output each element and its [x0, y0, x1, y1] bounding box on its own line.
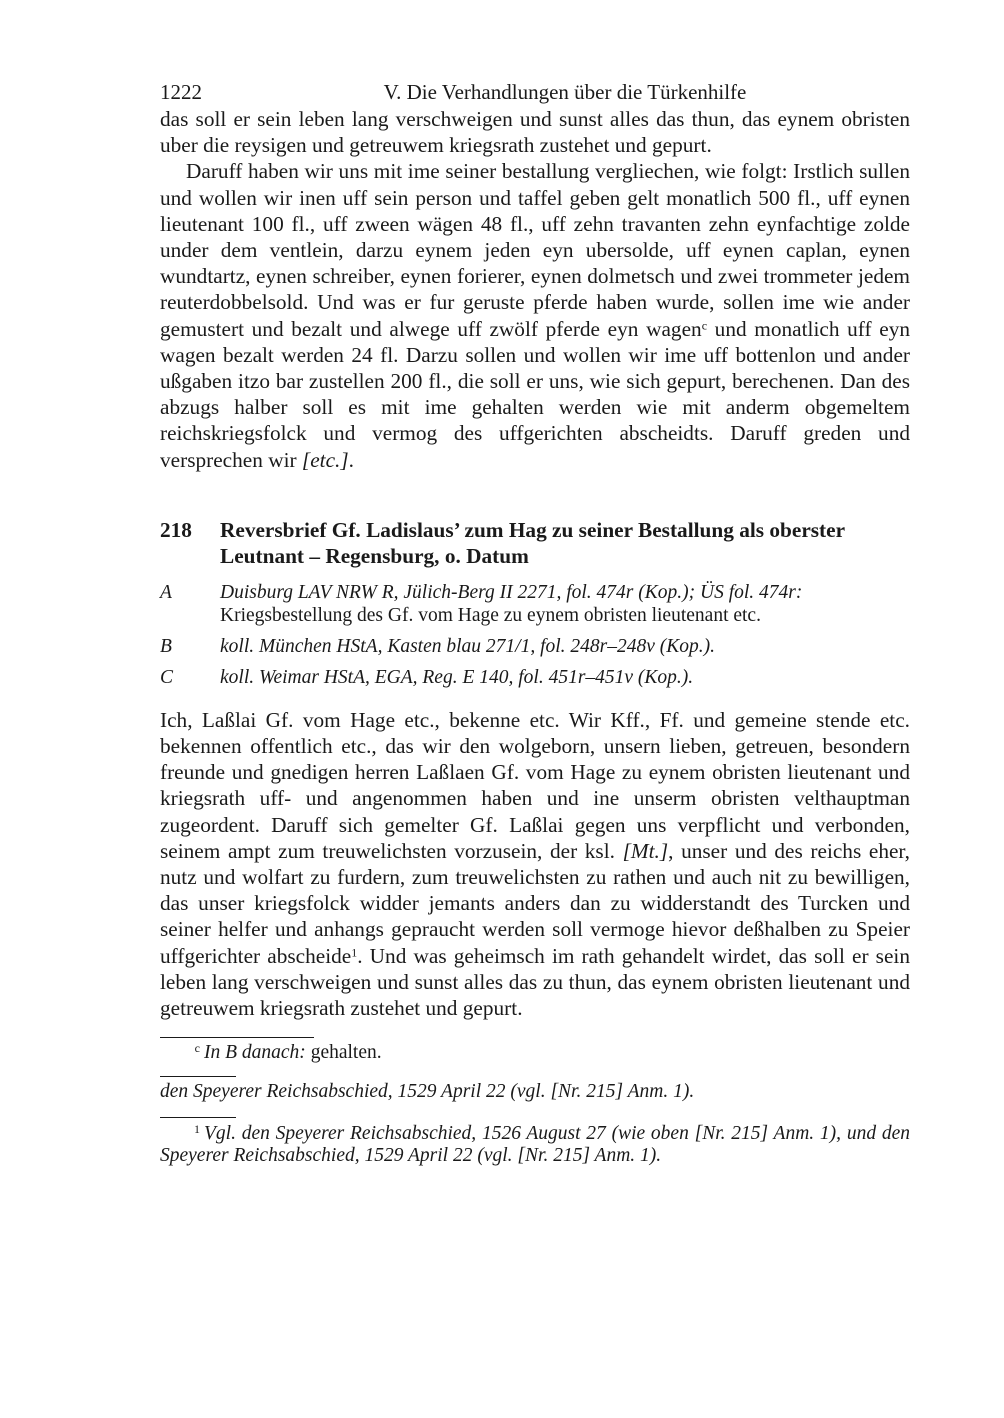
footnote-divider	[160, 1037, 314, 1038]
continued-text	[160, 106, 910, 473]
footnote-divider	[160, 1076, 236, 1077]
footnote-divider	[160, 1117, 236, 1118]
etc-editorial: [etc.]	[301, 447, 349, 472]
paragraph-2: Daruff haben wir uns mit ime seiner bestallung vergliechen, wie folgt: Irstlich sullen und wollen wir inen uff sein person und taffel geben gelt monatlich 500 fl., uff eynen lieutenant 100 fl., uff zween wägen 48 fl., uff zehn travanten zehn eynfachtige zolde under dem ventlein, darzu eynem jeden eyn ubersolde, uff eynen caplan, eynen wundtartz, eynen schreiber, eynen forierer, eynen dolmetsch und zwei trommeter jedem reuterdobbelsold. Und was er fur geruste pferde haben wurde, sollen ime wie ander gemustert und bezalt und alwege uff zwölf pferde eyn wagen$^c$ und monatlich uff eyn wagen bezalt werden 24 fl. Darzu sollen und wollen wir ime uff bottenlon und ander ußgaben itzo bar zustellen 200 fl., die soll er uns, wie sich gepurt, berechenen. Dan des abzugs halber soll es mit ime gehalten werden wie mit anderm obgemeltem reichskriegsfolck und vermog des uffgerichten abscheidts. Daruff greden und versprechen wir [etc.].	[160, 159, 910, 472]
running-title: V. Die Verhandlungen über die Türkenhilfe	[383, 80, 747, 104]
source-entry: C koll. Weimar HStA, EGA, Reg. E 140, fol. 451r–451v (Kop.).	[160, 666, 694, 688]
paragraph-3: Ich, Laßlai Gf. vom Hage etc., bekenne etc. Wir Kff., Ff. und gemeine stende etc. bekennen offentlich etc., das wir den wolgeborn, unsern lieben, getreuen, besondern freunde und gnedigen herren Laßlaen Gf. vom Hage zu eynem obristen lieutenant und kriegsrath uff- und angenommen haben und ine unserm obristen velthauptman zugeordent. Daruff sich gemelter Gf. Laßlai gegen uns verpflicht und verbonden, seinem ampt zum treuwelichsten vorzusein, der ksl. [Mt.], unser und des reichs eher, nutz und wolfart zu furdern, zum treuwelichsten zu rathen und auch nit zu bewilligen, das unser kriegsfolck widder jemants anders dan zu widderstandt des Turcken und seiner helfer und anhangs gepraucht werden soll vermoge hievor deßhalben zu Speier uffgerichter abscheide$^1$. Und was geheimsch im rath gehandelt wirdet, das soll er sein leben lang verschweigen und sunst alles das zu thun, das eynem obristen lieutenant und getreuwem kriegsrath zustehet und gepurt.	[160, 707, 910, 1021]
page-header	[160, 78, 910, 106]
source-siglum: B	[160, 635, 172, 657]
footnote-continuation: den Speyerer Reichsabschied, 1529 April 22 (vgl. [Nr. 215] Anm. 1).	[160, 1081, 695, 1103]
paragraph-1: das soll er sein leben lang verschweigen und sunst alles das thun, das eynem obristen uber die reysigen und getreuwem kriegsrath zustehet und gepurt.	[160, 107, 910, 158]
page	[160, 78, 910, 1167]
footnote-c: $^c$ In B danach: gehalten.	[194, 1041, 382, 1064]
document-number: 218	[160, 517, 192, 542]
document-heading	[160, 517, 910, 569]
footnote-1: $^1$ Vgl. den Speyerer Reichsabschied, 1526 August 27 (wie oben [Nr. 215] Anm. 1), und den Speyerer Reichsabschied, 1529 April 22 (vgl. [Nr. 215] Anm. 1).	[160, 1122, 910, 1167]
document-text	[160, 707, 910, 1021]
footnote-ref-c: c	[701, 318, 708, 333]
document-title: Reversbrief Gf. Ladislaus’ zum Hag zu seiner Bestallung als oberster Leutnant – Regensburg, o. Datum	[220, 517, 845, 568]
source-entry: B koll. München HStA, Kasten blau 271/1, fol. 248r–248v (Kop.).	[160, 635, 716, 657]
mt-editorial: [Mt.]	[622, 838, 669, 863]
source-siglum: A	[160, 581, 172, 603]
source-siglum: C	[160, 666, 174, 688]
page-number: 1222	[160, 80, 202, 104]
source-entry: A Duisburg LAV NRW R, Jülich-Berg II 2271, fol. 474r (Kop.); ÜS fol. 474r: Kriegsbestellung des Gf. vom Hage zu eynem obristen lieutenant etc.	[160, 581, 803, 626]
footnote-ref-1: 1	[351, 945, 358, 960]
source-list	[160, 581, 910, 689]
